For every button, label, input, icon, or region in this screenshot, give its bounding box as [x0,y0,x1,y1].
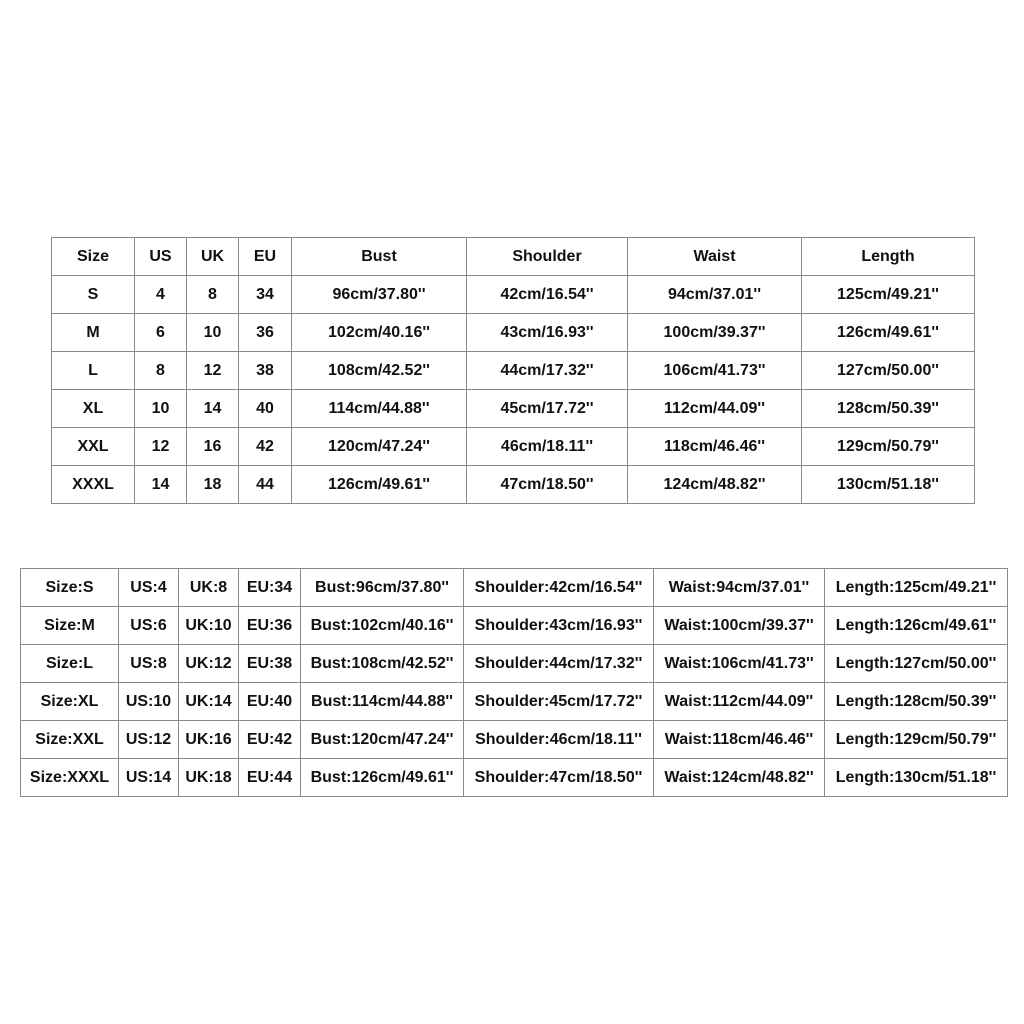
table-cell: EU:40 [239,683,301,721]
table-cell: Shoulder:43cm/16.93'' [464,607,654,645]
table-cell: 10 [187,314,239,352]
table-cell: US:8 [119,645,179,683]
table-cell: M [52,314,135,352]
size-chart-inline-table [20,568,1008,797]
table-cell: Shoulder:47cm/18.50'' [464,759,654,797]
table-cell: Waist:124cm/48.82'' [654,759,825,797]
table-row [21,645,1008,683]
column-header: Shoulder [467,238,628,276]
table-row [52,352,975,390]
table-cell: EU:42 [239,721,301,759]
table-cell: 114cm/44.88'' [292,390,467,428]
table-cell: Size:XL [21,683,119,721]
table-cell: 102cm/40.16'' [292,314,467,352]
table-cell: Bust:96cm/37.80'' [301,569,464,607]
table-cell: 130cm/51.18'' [802,466,975,504]
table-cell: 44 [239,466,292,504]
table-cell: XXL [52,428,135,466]
table-cell: Length:129cm/50.79'' [825,721,1008,759]
table-cell: 126cm/49.61'' [292,466,467,504]
table-cell: XL [52,390,135,428]
table-cell: Length:126cm/49.61'' [825,607,1008,645]
column-header: Bust [292,238,467,276]
table-row [52,390,975,428]
table-cell: UK:10 [179,607,239,645]
table-cell: 12 [135,428,187,466]
table-cell: Size:S [21,569,119,607]
table-cell: Size:M [21,607,119,645]
size-chart-inline-body [21,569,1008,797]
table-cell: Size:L [21,645,119,683]
table-cell: Size:XXL [21,721,119,759]
column-header: Waist [628,238,802,276]
table-cell: Length:130cm/51.18'' [825,759,1008,797]
table-cell: Waist:112cm/44.09'' [654,683,825,721]
table-cell: XXXL [52,466,135,504]
size-chart-header-row [52,238,975,276]
table-cell: Shoulder:46cm/18.11'' [464,721,654,759]
table-cell: US:12 [119,721,179,759]
column-header: UK [187,238,239,276]
table-cell: 44cm/17.32'' [467,352,628,390]
table-cell: L [52,352,135,390]
table-cell: 125cm/49.21'' [802,276,975,314]
table-cell: 36 [239,314,292,352]
table-row [52,276,975,314]
column-header: EU [239,238,292,276]
table-cell: Shoulder:44cm/17.32'' [464,645,654,683]
table-cell: 124cm/48.82'' [628,466,802,504]
table-cell: 127cm/50.00'' [802,352,975,390]
table-cell: 106cm/41.73'' [628,352,802,390]
table-cell: 42cm/16.54'' [467,276,628,314]
table-cell: 46cm/18.11'' [467,428,628,466]
table-cell: Bust:114cm/44.88'' [301,683,464,721]
table-cell: Shoulder:42cm/16.54'' [464,569,654,607]
table-cell: Length:128cm/50.39'' [825,683,1008,721]
table-cell: 16 [187,428,239,466]
table-cell: 12 [187,352,239,390]
table-cell: 96cm/37.80'' [292,276,467,314]
table-row [21,569,1008,607]
table-row [52,314,975,352]
table-cell: UK:14 [179,683,239,721]
table-cell: 18 [187,466,239,504]
table-cell: 6 [135,314,187,352]
table-cell: 4 [135,276,187,314]
column-header: Length [802,238,975,276]
table-cell: Bust:126cm/49.61'' [301,759,464,797]
column-header: Size [52,238,135,276]
table-cell: 14 [187,390,239,428]
table-cell: S [52,276,135,314]
table-cell: 108cm/42.52'' [292,352,467,390]
column-header: US [135,238,187,276]
table-cell: Waist:94cm/37.01'' [654,569,825,607]
table-cell: 38 [239,352,292,390]
table-cell: Size:XXXL [21,759,119,797]
table-cell: UK:12 [179,645,239,683]
table-row [21,721,1008,759]
table-cell: US:6 [119,607,179,645]
size-chart-table [51,237,975,504]
table-cell: UK:18 [179,759,239,797]
table-cell: 14 [135,466,187,504]
table-cell: Waist:100cm/39.37'' [654,607,825,645]
table-cell: 8 [187,276,239,314]
table-cell: UK:16 [179,721,239,759]
table-row [52,428,975,466]
table-cell: 42 [239,428,292,466]
table-cell: Length:125cm/49.21'' [825,569,1008,607]
table-cell: 120cm/47.24'' [292,428,467,466]
table-cell: US:4 [119,569,179,607]
table-cell: US:10 [119,683,179,721]
table-cell: UK:8 [179,569,239,607]
table-row [21,607,1008,645]
table-cell: Bust:120cm/47.24'' [301,721,464,759]
table-row [21,683,1008,721]
table-cell: Length:127cm/50.00'' [825,645,1008,683]
table-cell: 112cm/44.09'' [628,390,802,428]
size-chart-body [52,238,975,504]
table-cell: 128cm/50.39'' [802,390,975,428]
table-cell: 126cm/49.61'' [802,314,975,352]
table-cell: 100cm/39.37'' [628,314,802,352]
table-cell: EU:44 [239,759,301,797]
table-cell: 129cm/50.79'' [802,428,975,466]
table-cell: Bust:102cm/40.16'' [301,607,464,645]
table-cell: Waist:118cm/46.46'' [654,721,825,759]
table-cell: 45cm/17.72'' [467,390,628,428]
table-cell: Shoulder:45cm/17.72'' [464,683,654,721]
table-row [21,759,1008,797]
table-cell: Bust:108cm/42.52'' [301,645,464,683]
table-cell: EU:36 [239,607,301,645]
table-cell: 8 [135,352,187,390]
table-cell: 118cm/46.46'' [628,428,802,466]
table-cell: 47cm/18.50'' [467,466,628,504]
table-cell: 43cm/16.93'' [467,314,628,352]
table-cell: US:14 [119,759,179,797]
table-cell: 10 [135,390,187,428]
table-cell: 34 [239,276,292,314]
table-cell: EU:38 [239,645,301,683]
table-cell: Waist:106cm/41.73'' [654,645,825,683]
table-row [52,466,975,504]
table-cell: EU:34 [239,569,301,607]
table-cell: 94cm/37.01'' [628,276,802,314]
table-cell: 40 [239,390,292,428]
